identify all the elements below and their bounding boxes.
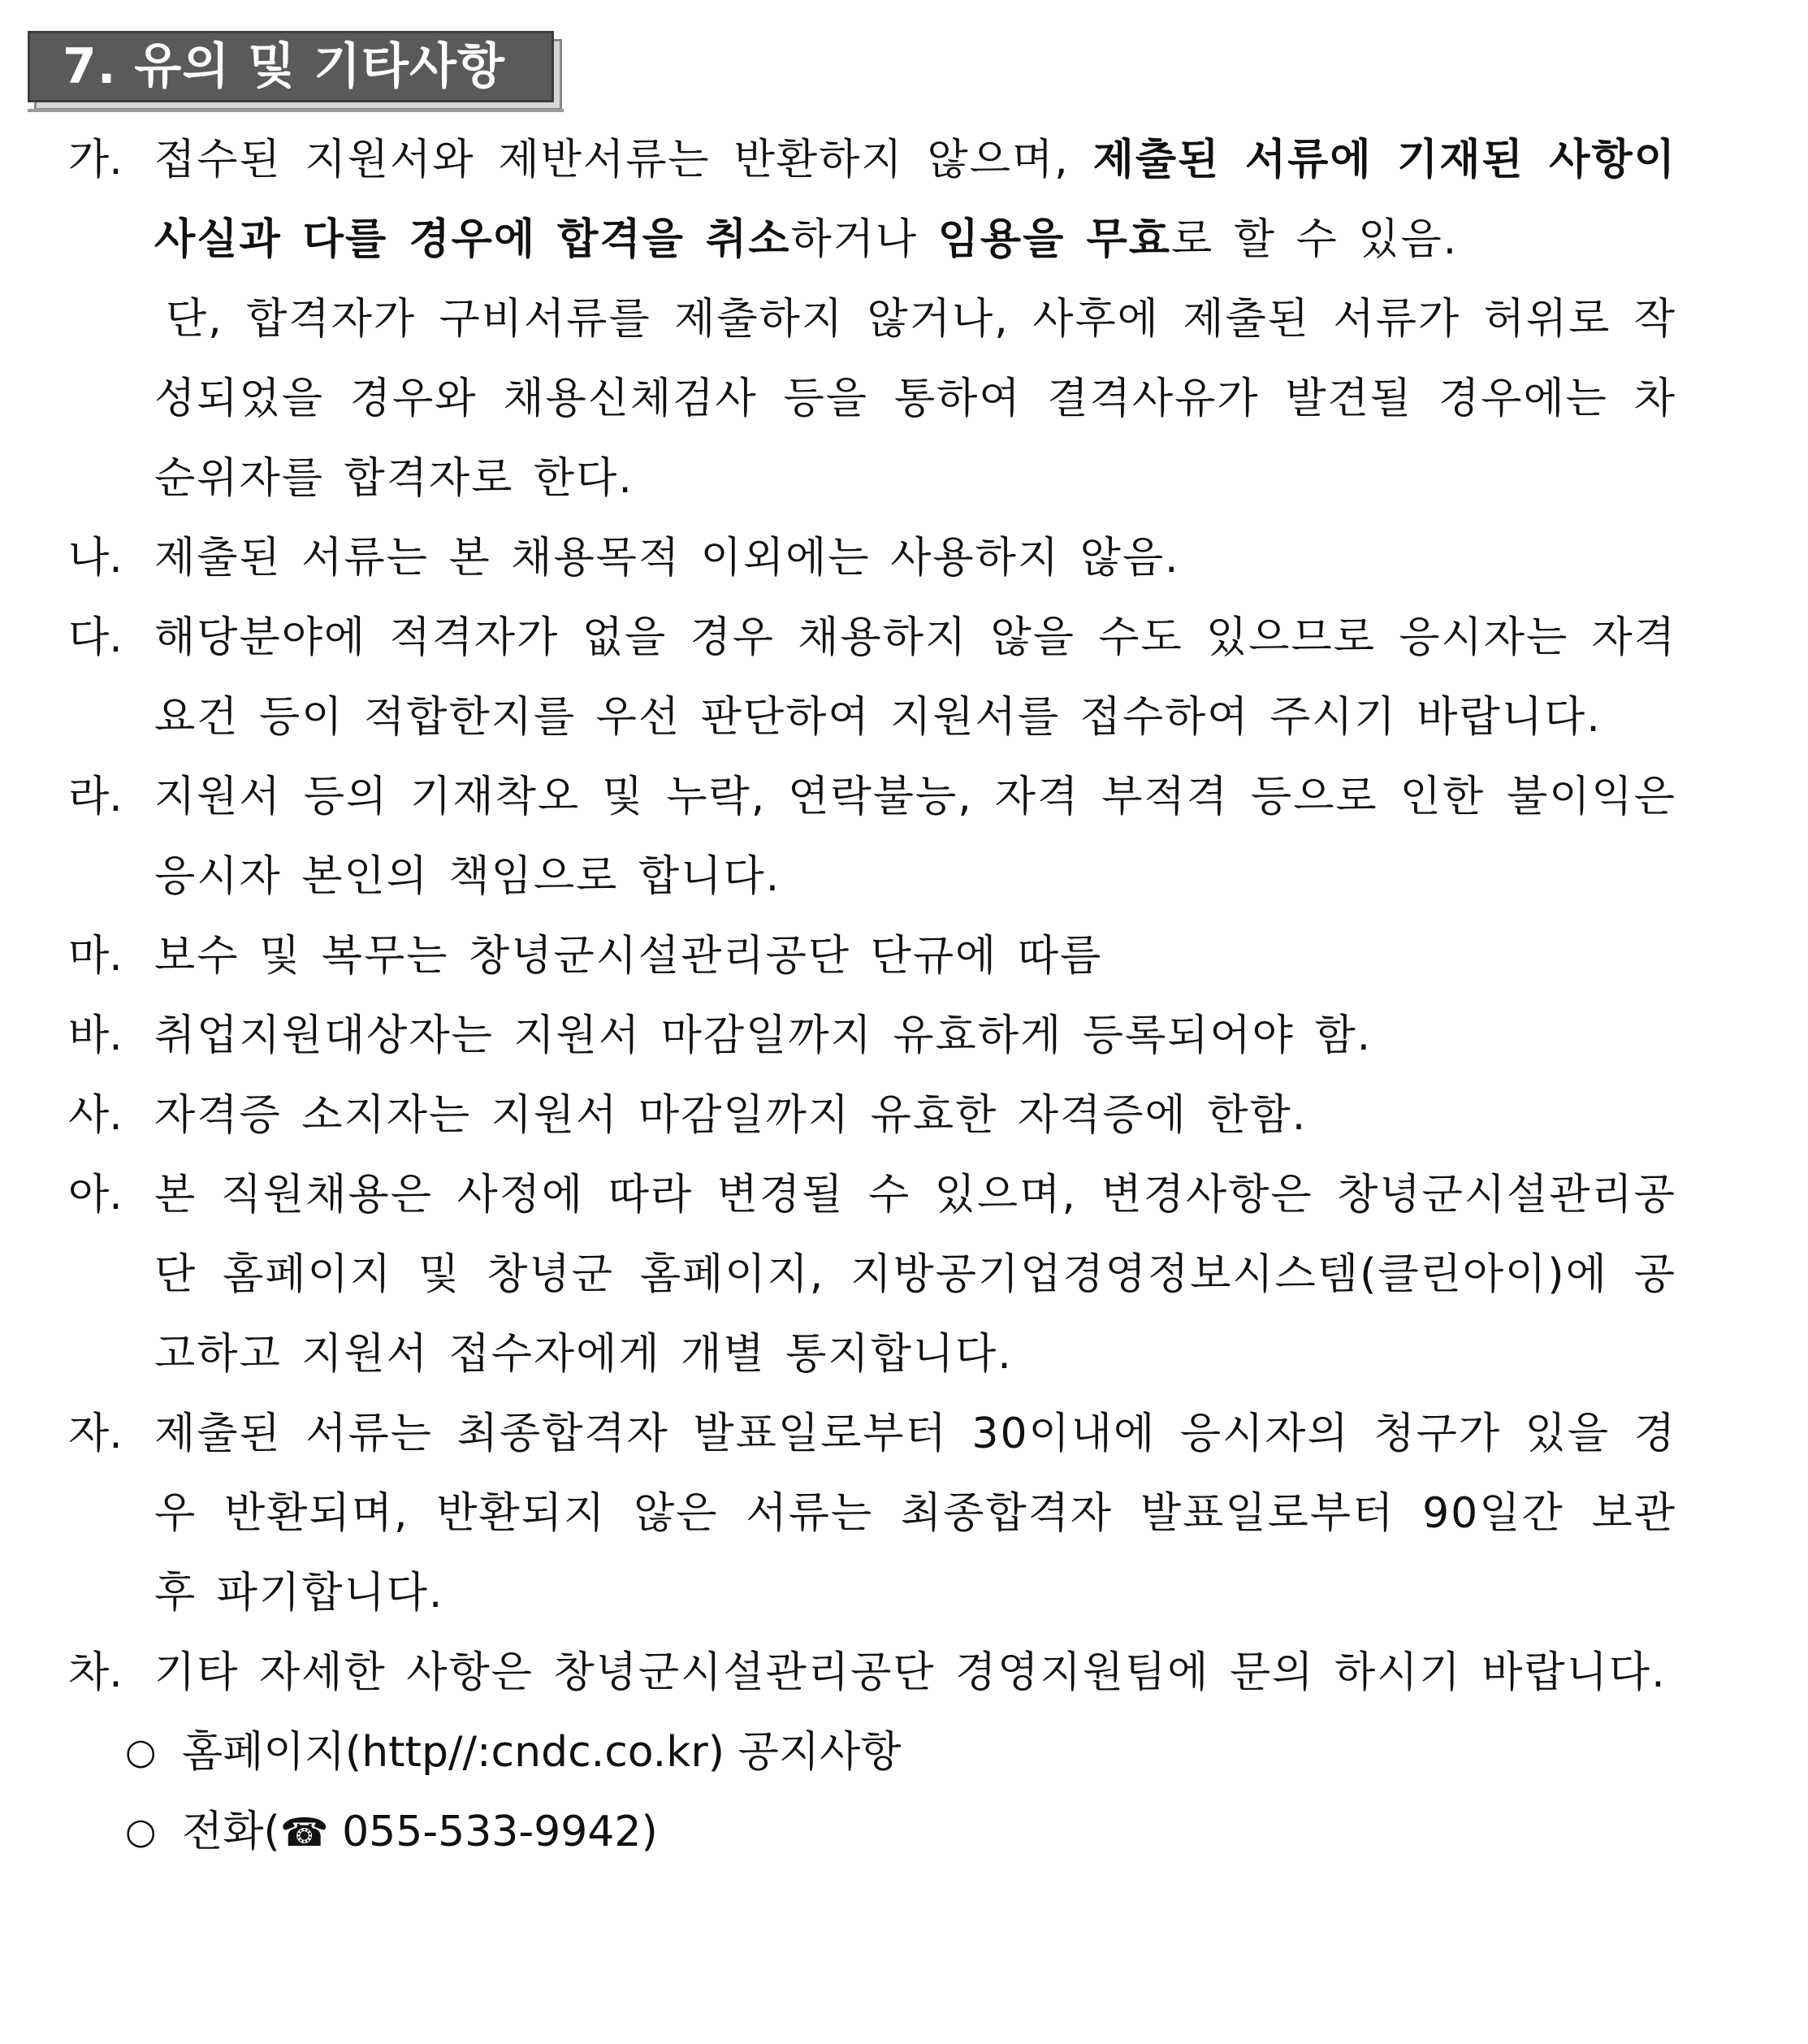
item-text: 기타 자세한 사항은 창녕군시설관리공단 경영지원팀에 문의 하시기 바랍니다. — [154, 1648, 1667, 1697]
item-marker: 다. — [68, 613, 123, 662]
section-header — [28, 31, 562, 112]
contact-homepage — [68, 1713, 1676, 1792]
section-title: 7. 유의 및 기타사항 — [28, 31, 554, 102]
item-text: 보수 및 복무는 창녕군시설관리공단 단규에 따름 — [154, 932, 1103, 981]
item-marker: 바. — [68, 1011, 123, 1060]
item-text: 본 직원채용은 사정에 따라 변경될 수 있으며, 변경사항은 창녕군시설관리공단 홈페이지 및 창녕군 홈페이지, 지방공기업경영정보시스템(클린아이)에 공고하고 지원서 접수자에게 개별 통지합니다. — [154, 1171, 1676, 1379]
notice-list — [68, 120, 1676, 1873]
item-marker: 자. — [68, 1410, 123, 1458]
bullet-icon: ○ — [125, 1811, 157, 1852]
notice-item-ba — [68, 996, 1676, 1076]
item-marker: 라. — [68, 773, 123, 821]
phone-label: 전화( — [182, 1808, 280, 1856]
item-marker: 사. — [68, 1091, 123, 1140]
notice-item-a — [68, 1155, 1676, 1394]
notice-item-ra — [68, 757, 1676, 916]
item-marker: 차. — [68, 1648, 123, 1697]
phone-icon: ☎ — [279, 1810, 329, 1856]
bullet-icon: ○ — [125, 1731, 157, 1773]
bold-text-run: 제출된 서류에 기재된 사항이 사실과 다를 경우에 합격을 취소 — [154, 136, 1676, 264]
notice-item-cha — [68, 1633, 1676, 1713]
text-run: 로 할 수 있음. — [1170, 215, 1459, 264]
item-text: 제출된 서류는 본 채용목적 이외에는 사용하지 않음. — [154, 534, 1180, 582]
text-run: 하거나 — [790, 215, 938, 264]
item-text: 해당분야에 적격자가 없을 경우 채용하지 않을 수도 있으므로 응시자는 자격요건 등이 적합한지를 우선 판단하여 지원서를 접수하여 주시기 바랍니다. — [154, 613, 1676, 742]
item-marker: 나. — [68, 534, 123, 582]
item-text: 취업지원대상자는 지원서 마감일까지 유효하게 등록되어야 함. — [154, 1011, 1373, 1060]
notice-item-ma — [68, 916, 1676, 996]
notice-item-da — [68, 598, 1676, 757]
text-run: 접수된 지원서와 제반서류는 반환하지 않으며, — [154, 136, 1093, 184]
item-marker: 마. — [68, 932, 123, 981]
item-text: 자격증 소지자는 지원서 마감일까지 유효한 자격증에 한함. — [154, 1091, 1308, 1140]
homepage-text: 홈페이지(http//:cndc.co.kr) 공지사항 — [182, 1728, 902, 1777]
notice-item-sa — [68, 1076, 1676, 1155]
item-text — [154, 120, 1676, 279]
item-marker: 가. — [68, 136, 123, 184]
notice-item-ga — [68, 120, 1676, 518]
item-text: 지원서 등의 기재착오 및 누락, 연락불능, 자격 부적격 등으로 인한 불이익은 응시자 본인의 책임으로 합니다. — [154, 773, 1676, 901]
section-header-rule — [28, 109, 564, 112]
item-note: 단, 합격자가 구비서류를 제출하지 않거나, 사후에 제출된 서류가 허위로 작성되었을 경우와 채용신체검사 등을 통하여 결격사유가 발견될 경우에는 차 순위자를 합격자로 한다. — [154, 295, 1676, 503]
bold-text-run: 임용을 무효 — [937, 215, 1171, 264]
notice-item-ja — [68, 1394, 1676, 1633]
item-text: 제출된 서류는 최종합격자 발표일로부터 30이내에 응시자의 청구가 있을 경우 반환되며, 반환되지 않은 서류는 최종합격자 발표일로부터 90일간 보관 후 파기합니다. — [154, 1410, 1676, 1617]
contact-phone — [68, 1792, 1676, 1873]
notice-item-na — [68, 518, 1676, 598]
item-marker: 아. — [68, 1171, 123, 1219]
phone-number: 055-533-9942) — [328, 1808, 658, 1856]
